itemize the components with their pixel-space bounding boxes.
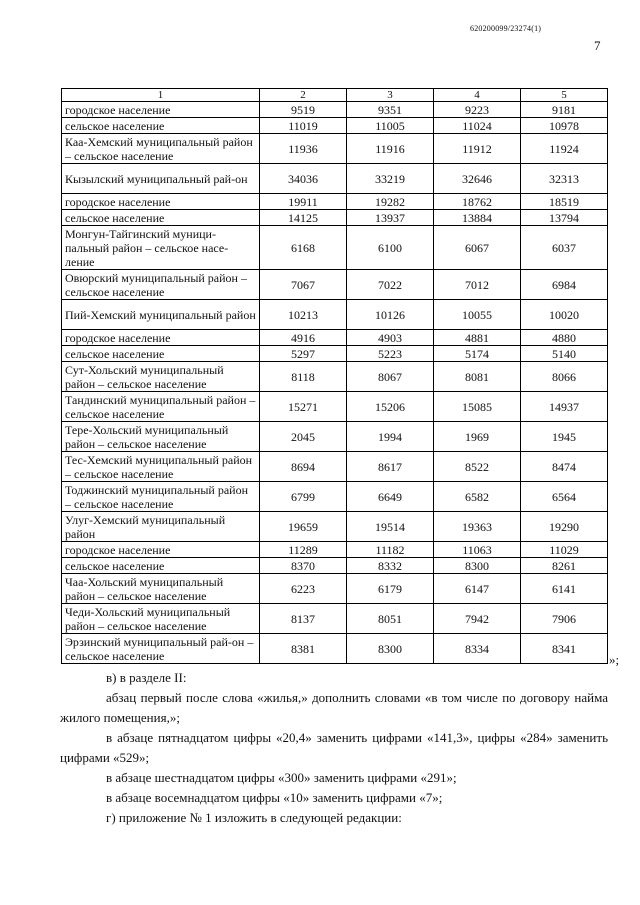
closing-quote-mark: »; xyxy=(609,652,620,667)
district-name-cell: Кызылский муниципальный рай-он xyxy=(62,164,260,194)
population-value-cell: 9519 xyxy=(260,102,347,118)
population-value-cell: 11289 xyxy=(260,542,347,558)
population-value-cell: 6147 xyxy=(434,574,521,604)
population-value-cell: 11182 xyxy=(347,542,434,558)
table-row xyxy=(62,482,608,512)
population-value-cell: 14937 xyxy=(521,392,608,422)
table-row xyxy=(62,362,608,392)
population-value-cell: 15085 xyxy=(434,392,521,422)
population-value-cell: 4903 xyxy=(347,330,434,346)
population-value-cell: 13937 xyxy=(347,210,434,226)
table-row xyxy=(62,452,608,482)
district-name-cell: сельское население xyxy=(62,558,260,574)
district-name-cell: Каа-Хемский муниципальный район – сельское население xyxy=(62,134,260,164)
district-name-cell: Монгун-Тайгинский муници-пальный район – сельское насе-ление xyxy=(62,226,260,270)
district-name-cell: Тоджинский муниципальный район – сельское население xyxy=(62,482,260,512)
population-value-cell: 19514 xyxy=(347,512,434,542)
population-value-cell: 9223 xyxy=(434,102,521,118)
population-value-cell: 8051 xyxy=(347,604,434,634)
population-value-cell: 8300 xyxy=(434,558,521,574)
population-value-cell: 6067 xyxy=(434,226,521,270)
table-row xyxy=(62,270,608,300)
table-row xyxy=(62,226,608,270)
population-value-cell: 6141 xyxy=(521,574,608,604)
population-value-cell: 6582 xyxy=(434,482,521,512)
population-value-cell: 8300 xyxy=(347,634,434,664)
population-value-cell: 8474 xyxy=(521,452,608,482)
population-value-cell: 19363 xyxy=(434,512,521,542)
population-value-cell: 6100 xyxy=(347,226,434,270)
population-value-cell: 10020 xyxy=(521,300,608,330)
population-value-cell: 4881 xyxy=(434,330,521,346)
table-row xyxy=(62,542,608,558)
population-value-cell: 11916 xyxy=(347,134,434,164)
district-name-cell: городское население xyxy=(62,542,260,558)
table-row xyxy=(62,604,608,634)
population-value-cell: 1969 xyxy=(434,422,521,452)
district-name-cell: городское население xyxy=(62,194,260,210)
population-value-cell: 8067 xyxy=(347,362,434,392)
population-value-cell: 8066 xyxy=(521,362,608,392)
population-value-cell: 7012 xyxy=(434,270,521,300)
population-value-cell: 8332 xyxy=(347,558,434,574)
population-value-cell: 5140 xyxy=(521,346,608,362)
population-value-cell: 4916 xyxy=(260,330,347,346)
amendment-text xyxy=(60,668,608,828)
population-value-cell: 8341 xyxy=(521,634,608,664)
population-value-cell: 7942 xyxy=(434,604,521,634)
district-name-cell: городское население xyxy=(62,330,260,346)
paragraph: абзац первый после слова «жилья,» дополнить словами «в том числе по договору найма жилого помещения,»; xyxy=(60,690,608,725)
table-row xyxy=(62,558,608,574)
district-name-cell: Тандинский муниципальный район – сельское население xyxy=(62,392,260,422)
table-row xyxy=(62,102,608,118)
population-table xyxy=(61,88,608,664)
population-value-cell: 19659 xyxy=(260,512,347,542)
paragraph: в абзаце шестнадцатом цифры «300» заменить цифрами «291»; xyxy=(106,770,457,785)
district-name-cell: сельское население xyxy=(62,346,260,362)
population-value-cell: 8694 xyxy=(260,452,347,482)
population-value-cell: 34036 xyxy=(260,164,347,194)
table-row xyxy=(62,330,608,346)
population-value-cell: 8522 xyxy=(434,452,521,482)
table-row xyxy=(62,164,608,194)
table-row xyxy=(62,134,608,164)
table-row xyxy=(62,512,608,542)
population-value-cell: 8081 xyxy=(434,362,521,392)
column-header: 1 xyxy=(62,89,260,102)
population-value-cell: 5223 xyxy=(347,346,434,362)
population-value-cell: 13794 xyxy=(521,210,608,226)
table-row xyxy=(62,422,608,452)
table-row xyxy=(62,392,608,422)
population-value-cell: 33219 xyxy=(347,164,434,194)
population-value-cell: 8118 xyxy=(260,362,347,392)
population-value-cell: 19282 xyxy=(347,194,434,210)
population-value-cell: 11024 xyxy=(434,118,521,134)
population-value-cell: 11936 xyxy=(260,134,347,164)
district-name-cell: Улуг-Хемский муниципальный район xyxy=(62,512,260,542)
district-name-cell: сельское население xyxy=(62,210,260,226)
district-name-cell: сельское население xyxy=(62,118,260,134)
population-value-cell: 18762 xyxy=(434,194,521,210)
paragraph: в абзаце пятнадцатом цифры «20,4» заменить цифрами «141,3», цифры «284» заменить цифрами «529»; xyxy=(60,730,608,765)
column-header: 5 xyxy=(521,89,608,102)
population-value-cell: 11063 xyxy=(434,542,521,558)
population-value-cell: 8370 xyxy=(260,558,347,574)
population-value-cell: 8334 xyxy=(434,634,521,664)
population-value-cell: 6984 xyxy=(521,270,608,300)
table-row xyxy=(62,300,608,330)
population-value-cell: 2045 xyxy=(260,422,347,452)
district-name-cell: Эрзинский муниципальный рай-он – сельское население xyxy=(62,634,260,664)
population-value-cell: 6649 xyxy=(347,482,434,512)
table-row xyxy=(62,634,608,664)
population-value-cell: 9181 xyxy=(521,102,608,118)
paragraph: г) приложение № 1 изложить в следующей редакции: xyxy=(106,810,402,825)
table-row xyxy=(62,346,608,362)
population-value-cell: 14125 xyxy=(260,210,347,226)
population-value-cell: 8617 xyxy=(347,452,434,482)
population-value-cell: 6799 xyxy=(260,482,347,512)
page-number: 7 xyxy=(594,38,601,53)
population-value-cell: 6223 xyxy=(260,574,347,604)
population-value-cell: 11912 xyxy=(434,134,521,164)
table-header-row xyxy=(62,89,608,102)
district-name-cell: Чеди-Хольский муниципальный район – сельское население xyxy=(62,604,260,634)
document-id: 620200099/23274(1) xyxy=(470,24,542,33)
population-value-cell: 11924 xyxy=(521,134,608,164)
population-value-cell: 13884 xyxy=(434,210,521,226)
population-value-cell: 6564 xyxy=(521,482,608,512)
population-value-cell: 15271 xyxy=(260,392,347,422)
population-value-cell: 11029 xyxy=(521,542,608,558)
population-value-cell: 19290 xyxy=(521,512,608,542)
population-value-cell: 32313 xyxy=(521,164,608,194)
paragraph: в абзаце восемнадцатом цифры «10» заменить цифрами «7»; xyxy=(106,790,443,805)
table-row xyxy=(62,574,608,604)
population-value-cell: 5297 xyxy=(260,346,347,362)
column-header: 3 xyxy=(347,89,434,102)
column-header: 4 xyxy=(434,89,521,102)
population-value-cell: 11019 xyxy=(260,118,347,134)
population-value-cell: 6179 xyxy=(347,574,434,604)
district-name-cell: Сут-Хольский муниципальный район – сельское население xyxy=(62,362,260,392)
population-value-cell: 8261 xyxy=(521,558,608,574)
district-name-cell: Овюрский муниципальный район – сельское население xyxy=(62,270,260,300)
table-row xyxy=(62,210,608,226)
population-value-cell: 11005 xyxy=(347,118,434,134)
population-value-cell: 1994 xyxy=(347,422,434,452)
column-header: 2 xyxy=(260,89,347,102)
population-value-cell: 7022 xyxy=(347,270,434,300)
population-value-cell: 18519 xyxy=(521,194,608,210)
population-value-cell: 10055 xyxy=(434,300,521,330)
district-name-cell: Чаа-Хольский муниципальный район – сельское население xyxy=(62,574,260,604)
population-value-cell: 5174 xyxy=(434,346,521,362)
population-value-cell: 10978 xyxy=(521,118,608,134)
population-value-cell: 6168 xyxy=(260,226,347,270)
population-value-cell: 1945 xyxy=(521,422,608,452)
paragraph: в) в разделе II: xyxy=(106,670,187,685)
population-value-cell: 15206 xyxy=(347,392,434,422)
population-value-cell: 32646 xyxy=(434,164,521,194)
population-value-cell: 7067 xyxy=(260,270,347,300)
population-value-cell: 10126 xyxy=(347,300,434,330)
district-name-cell: Тес-Хемский муниципальный район – сельское население xyxy=(62,452,260,482)
table-row xyxy=(62,118,608,134)
district-name-cell: Тере-Хольский муниципальный район – сельское население xyxy=(62,422,260,452)
population-value-cell: 8137 xyxy=(260,604,347,634)
population-value-cell: 4880 xyxy=(521,330,608,346)
population-value-cell: 19911 xyxy=(260,194,347,210)
district-name-cell: городское население xyxy=(62,102,260,118)
population-value-cell: 6037 xyxy=(521,226,608,270)
population-value-cell: 9351 xyxy=(347,102,434,118)
population-value-cell: 8381 xyxy=(260,634,347,664)
population-value-cell: 7906 xyxy=(521,604,608,634)
population-value-cell: 10213 xyxy=(260,300,347,330)
table-row xyxy=(62,194,608,210)
district-name-cell: Пий-Хемский муниципальный район xyxy=(62,300,260,330)
